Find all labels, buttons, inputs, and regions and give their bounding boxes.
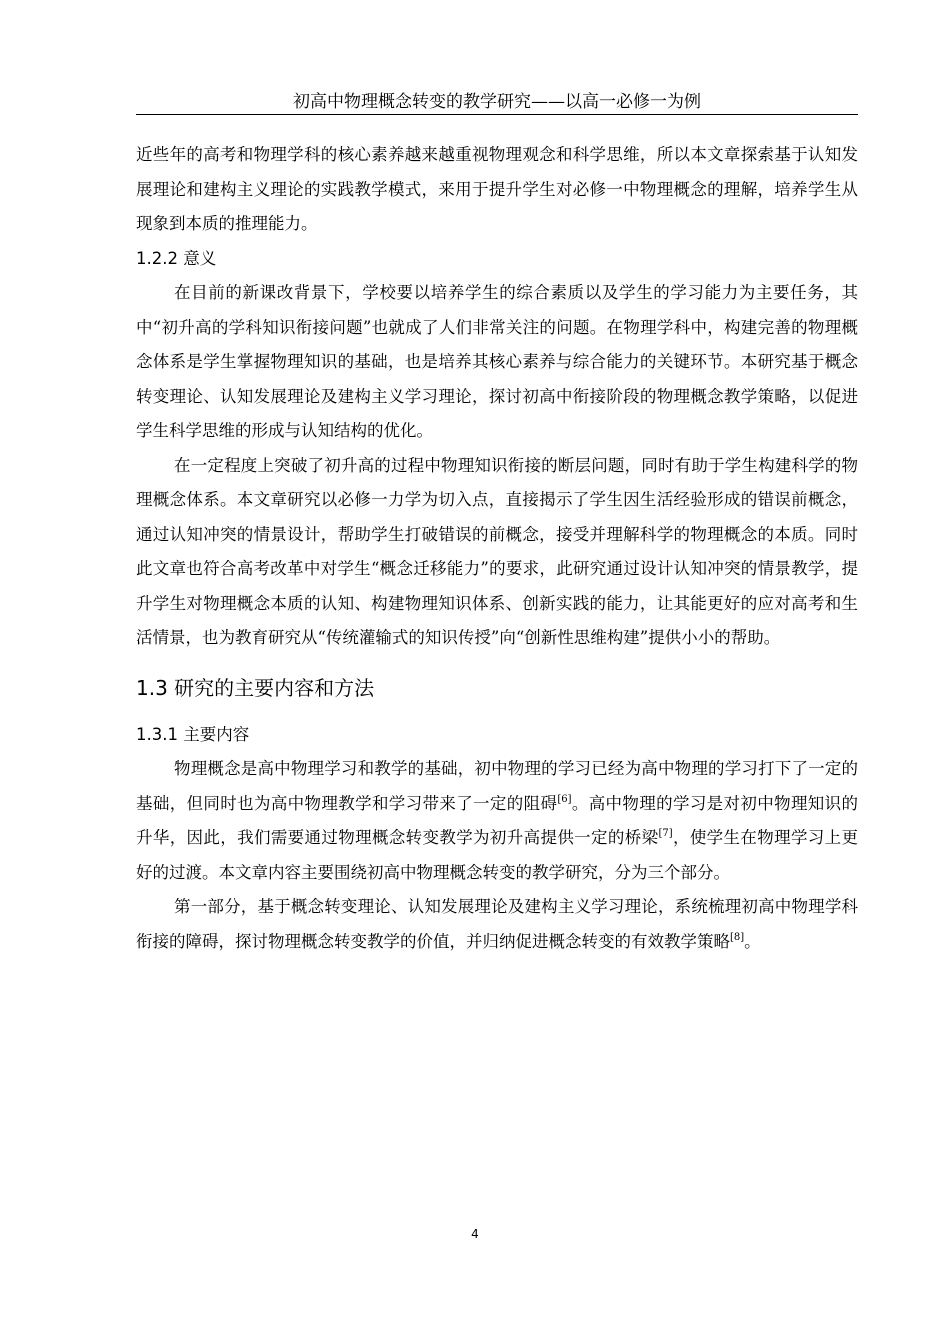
header-rule [136, 114, 858, 115]
page-body [136, 138, 858, 959]
paragraph-significance-1: 在目前的新课改背景下，学校要以培养学生的综合素质以及学生的学习能力为主要任务，其中“初升高的学科知识衔接问题”也就成了人们非常关注的问题。在物理学科中，构建完善的物理概念体系是学生掌握物理知识的基础，也是培养其核心素养与综合能力的关键环节。本研究基于概念转变理论、认知发展理论及建构主义学习理论，探讨初高中衔接阶段的物理概念教学策略，以促进学生科学思维的形成与认知结构的优化。 [136, 283, 858, 440]
main-content-text-a: 物理概念是高中物理学习和教学的基础，初中物理的学习已经为高中物理的学习打下了一定的基础，但同时也为高中物理教学和学习带来了一定的阻碍 [136, 759, 858, 813]
part-one-text-a: 第一部分，基于概念转变理论、认知发展理论及建构主义学习理论，系统梳理初高中物理学科衔接的障碍，探讨物理概念转变教学的价值，并归纳促进概念转变的有效教学策略 [136, 897, 858, 951]
paragraph-intro: 近些年的高考和物理学科的核心素养越来越重视物理观念和科学思维，所以本文章探索基于认知发展理论和建构主义理论的实践教学模式，来用于提升学生对必修一中物理概念的理解，培养学生从现象到本质的推理能力。 [136, 145, 858, 233]
part-one-text-b: 。 [744, 931, 761, 951]
paragraph-significance-2: 在一定程度上突破了初升高的过程中物理知识衔接的断层问题，同时有助于学生构建科学的物理概念体系。本文章研究以必修一力学为切入点，直接揭示了学生因生活经验形成的错误前概念，通过认知冲突的情景设计，帮助学生打破错误的前概念，接受并理解科学的物理概念的本质。同时此文章也符合高考改革中对学生“概念迁移能力”的要求，此研究通过设计认知冲突的情景教学，提升学生对物理概念本质的认知、构建物理知识体系、创新实践的能力，让其能更好的应对高考和生活情景，也为教育研究从“传统灌输式的知识传授”向“创新性思维构建”提供小小的帮助。 [136, 455, 858, 647]
heading-1-3-1: 1.3.1 主要内容 [136, 724, 250, 744]
main-content-text-c: ，使学生在物理学习上更好的过渡。本文章内容主要围绕初高中物理概念转变的教学研究，分为三个部分。 [136, 828, 859, 882]
citation-8: [8] [730, 931, 745, 943]
heading-1-2-2: 1.2.2 意义 [136, 248, 217, 268]
heading-1-3: 1.3 研究的主要内容和方法 [136, 675, 375, 700]
paragraph-part-one [136, 890, 858, 959]
citation-6: [6] [557, 793, 572, 805]
running-header: 初高中物理概念转变的教学研究——以高一必修一为例 [293, 92, 701, 112]
paragraph-main-content [136, 752, 858, 890]
page-number: 4 [471, 1227, 479, 1241]
citation-7: [7] [658, 828, 673, 839]
main-content-text-b: 。高中物理的学习是对初中物理知识的升华，因此，我们需要通过物理概念转变教学为初升高提供一定的桥梁 [136, 793, 859, 847]
